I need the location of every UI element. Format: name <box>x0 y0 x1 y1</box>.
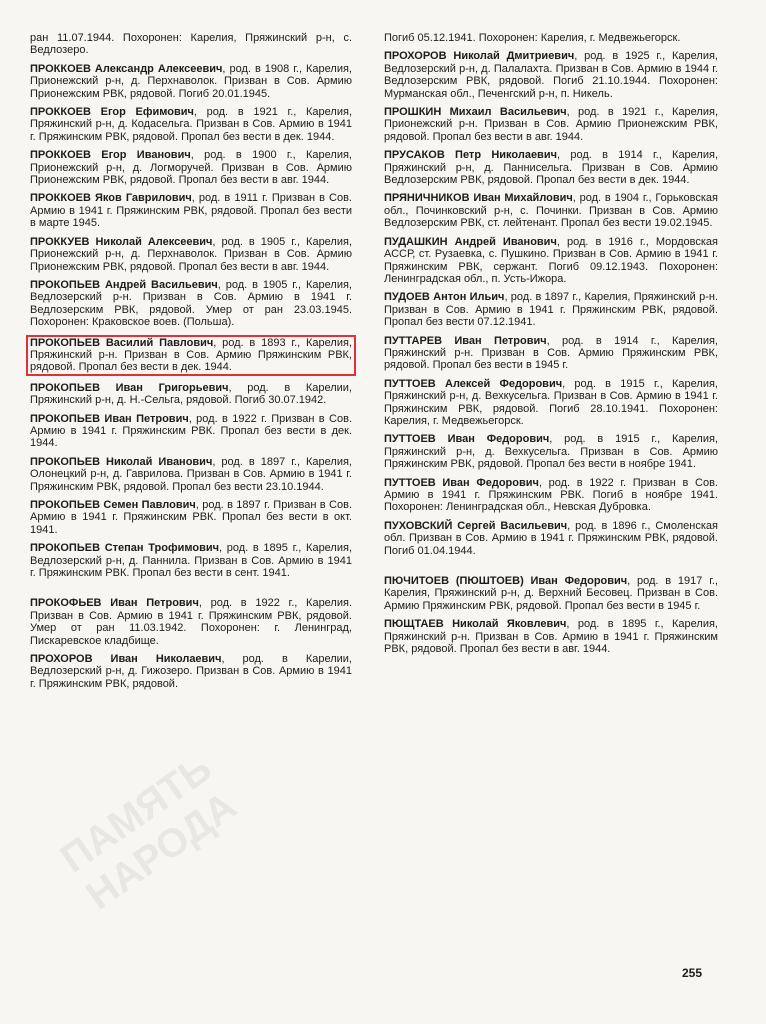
entry-name: ПУТТОЕВ Алексей Федорович <box>384 377 563 390</box>
entry <box>384 50 718 100</box>
entry-text: , род. в 1917 г., Карелия, Пряжинский р-н, д. Верхний Бесовец. Призван в Сов. Армию Пряжинским РВК, рядовой. Пропал без вести в 1945 г. <box>384 575 718 612</box>
entry-text: , род. в 1900 г., Карелия, Прионежский р-н, д. Логморучей. Призван в Сов. Армию Прионежским РВК, рядовой. Пропал без вести в авг. 1944. <box>30 149 352 187</box>
entry-text: ран 11.07.1944. Похоронен: Карелия, Пряжинский р-н, с. Ведлозеро. <box>30 32 352 57</box>
entry-text: , род. в 1921 г., Карелия, Пряжинский р-н, д. Кодасельга. Призван в Сов. Армию в 1941 г. Пряжинским РВК, рядовой. Пропал без вести в дек. 1944. <box>30 106 352 143</box>
entry-name: ПРОКОПЬЕВ Иван Григорьевич <box>30 381 229 394</box>
entry <box>30 456 352 493</box>
entry-name: ПРОККОЕВ Александр Алексеевич <box>30 62 223 75</box>
entry-text: , род. в 1922 г. Призван в Сов. Армию в 1941 г. Пряжинским РВК. Пропал без вести в дек. 1944. <box>30 412 353 450</box>
entry <box>384 520 718 557</box>
entry-text: , род. в 1895 г., Карелия, Пряжинский р-н. Призван в Сов. Армию в 1941 г. Пряжинским РВК, рядовой. Пропал без вести в авг. 1944. <box>384 618 718 656</box>
entry-name: ПРОККОЕВ Егор Ефимович <box>30 106 194 119</box>
entry-name: ПРОКОПЬЕВ Степан Трофимович <box>30 542 219 555</box>
entry-text: , род. в 1905 г., Карелия, Прионежский р-н, д. Перхнаволок. Призван в Сов. Армию Прионежским РВК, рядовой. Пропал без вести в авг. 1944. <box>30 235 353 273</box>
entry <box>30 192 352 229</box>
entry-name: ПРЯНИЧНИКОВ Иван Михайлович <box>384 192 573 205</box>
entry-name: ПУТТОЕВ Иван Федорович <box>384 476 539 489</box>
entry-text: , род. в 1896 г., Смоленская обл. Призван в Сов. Армию в 1941 г. Пряжинским РВК, рядовой. Погиб 01.04.1944. <box>384 519 718 557</box>
entry-name: ПУДАШКИН Андрей Иванович <box>384 235 557 248</box>
entry-name: ПРОККУЕВ Николай Алексеевич <box>30 235 213 248</box>
entry-name: ПРОКОПЬЕВ Иван Петрович <box>30 412 189 425</box>
entry-text: , род. в 1904 г., Горьковская обл., Починковский р-н, с. Починки. Призван в Сов. Армию Ведлозерским РВК, ст. лейтенант. Пропал без вести 19.02.1945. <box>384 192 718 230</box>
entry-text: , род. в 1925 г., Карелия, Ведлозерский р-н, д. Палалахта. Призван в Сов. Армию в 1944 г. Ведлозерским РВК, рядовой. Погиб 21.10.1944. Похоронен: Мурманская обл., Печенгский р-н, п. Никель. <box>384 50 718 100</box>
entry-name: ПРОХОРОВ Иван Николаевич <box>30 653 222 666</box>
entry-text: , род. в 1922 г. Призван в Сов. Армию в 1941 г. Пряжинским РВК. Погиб в ноябре 1941. Похоронен: Ленинградская обл., Невская Дубровка. <box>384 476 718 514</box>
entry-name: ПРОШКИН Михаил Васильевич <box>384 106 567 119</box>
entry-text: , род. в 1905 г., Карелия, Ведлозерский р-н. Призван в Сов. Армию в 1941 г. Ведлозерским РВК, рядовой. Умер от ран 23.03.1945. Похоронен: Краковское воев. (Польша). <box>30 278 352 329</box>
entry <box>30 106 352 143</box>
entry-name: ПРОХОРОВ Николай Дмитриевич <box>384 50 575 63</box>
entry-name: ПЮЧИТОЕВ (ПЮШТОЕВ) Иван Федорович <box>384 575 628 588</box>
entry-text: Погиб 05.12.1941. Похоронен: Карелия, г. Медвежьегорск. <box>384 32 681 44</box>
entry-text: , род. в 1914 г., Карелия, Пряжинский р-н, д. Паннисельга. Призван в Сов. Армию Ведлозерским РВК, рядовой. Пропал без вести в дек. 1944. <box>384 149 719 187</box>
entry-text: , род. в 1908 г., Карелия, Прионежский р-н, д. Перхнаволок. Призван в Сов. Армию Прионежским РВК, рядовой. Погиб 20.01.1945. <box>30 62 352 100</box>
entry-text: , род. в Карелии, Ведлозерский р-н, д. Гижозеро. Призван в Сов. Армию в 1941 г. Пряжинским РВК, рядовой. <box>30 653 352 690</box>
entry <box>384 378 718 428</box>
entry-name: ПРОККОЕВ Яков Гаврилович <box>30 192 192 205</box>
entry-text: , род. в 1897 г., Карелия, Олонецкий р-н, д. Гаврилова. Призван в Сов. Армию в 1941 г. Пряжинским РВК, рядовой. Пропал без вести 23.10.1944. <box>30 455 352 493</box>
entry-name: ПРУСАКОВ Петр Николаевич <box>384 149 557 162</box>
entry-name: ПРОКОПЬЕВ Андрей Васильевич <box>30 278 218 291</box>
entry <box>30 542 352 579</box>
entry-text: , род. в 1922 г., Карелия. Призван в Сов. Армию в 1941 г. Пряжинским РВК, рядовой. Умер от ран 11.03.1942. Похоронен: г. Ленинград, Пискаревское кладбище. <box>30 597 353 647</box>
entry <box>384 618 718 655</box>
entry <box>384 291 718 328</box>
entry <box>30 63 352 100</box>
entry-text: , род. в 1915 г., Карелия, Пряжинский р-н, д. Вехкусельга. Призван в Сов. Армию в 1941 г. Пряжинским РВК, рядовой. Погиб 28.10.1941. Похоронен: Карелия, г. Медвежьегорск. <box>384 377 718 427</box>
entry-name: ПРОККОЕВ Егор Иванович <box>30 149 191 162</box>
page-number: 255 <box>682 966 703 980</box>
entry <box>30 499 352 536</box>
entry-text: , род. в 1911 г. Призван в Сов. Армию в 1941 г. Пряжинским РВК, рядовой. Пропал без вести в марте 1945. <box>30 192 352 230</box>
entry-name: ПУТТОЕВ Иван Федорович <box>384 433 550 446</box>
entry <box>384 477 718 514</box>
entry <box>384 192 718 229</box>
entry-name: ПЮЩТАЕВ Николай Яковлевич <box>384 618 567 631</box>
entry <box>30 236 352 273</box>
entry-continuation <box>30 32 352 57</box>
entry <box>384 575 718 612</box>
entry-text: , род. в 1897 г., Карелия, Пряжинский р-н. Призван в Сов. Армию в 1941 г. Пряжинским РВК, рядовой. Пропал без вести 07.12.1941. <box>384 291 718 329</box>
entry <box>30 382 352 407</box>
entry-text: , род. в 1921 г., Карелия, Прионежский р-н. Призван в Сов. Армию Прионежским РВК, рядовой. Пропал без вести в авг. 1944. <box>384 106 719 143</box>
entry <box>30 149 352 186</box>
entry <box>384 149 718 186</box>
watermark: ПАМЯТЬ НАРОДА <box>52 746 245 919</box>
entry-name: ПУДОЕВ Антон Ильич <box>384 291 505 304</box>
entry <box>30 653 352 690</box>
entry-text: , род. в 1897 г. Призван в Сов. Армию в 1941 г. Пряжинским РВК. Пропал без вести в окт. 1941. <box>30 499 353 536</box>
entry <box>384 236 718 286</box>
entry-name: ПУХОВСКИЙ Сергей Васильевич <box>384 519 568 532</box>
entry-text: , род. в Карелии, Пряжинский р-н, д. Н.-Сельга, рядовой. Погиб 30.07.1942. <box>30 381 352 407</box>
entry-text: , род. в 1916 г., Мордовская АССР, ст. Рузаевка, с. Пушкино. Призван в Сов. Армию в 1941 г. Пряжинским РВК, сержант. Погиб 09.12.1943. Похоронен: Ленинградская обл., п. Усть-Ижора. <box>384 235 718 285</box>
entry-text: , род. в 1895 г., Карелия, Ведлозерский р-н, д. Паннила. Призван в Сов. Армию в 1941 г. Пряжинским РВК. Пропал без вести в сент. 1941. <box>30 542 353 580</box>
entry-continuation <box>384 32 718 44</box>
right-column <box>384 32 718 661</box>
entry-text: , род. в 1915 г., Карелия, Пряжинский р-н, д. Вехкусельга. Призван в Сов. Армию Пряжинским РВК, рядовой. Пропал без вести в ноябре 1941. <box>384 433 718 471</box>
entry-text: , род. в 1893 г., Карелия, Пряжинский р-н. Призван в Сов. Армию Пряжинским РВК, рядовой. Пропал без вести в дек. 1944. <box>30 336 352 374</box>
entry <box>30 597 352 647</box>
entry-name: ПРОКОПЬЕВ Семен Павлович <box>30 499 196 511</box>
entry-text: , род. в 1914 г., Карелия, Пряжинский р-н. Призван в Сов. Армию Пряжинским РВК, рядовой. Пропал без вести в 1945 г. <box>384 334 718 372</box>
entry <box>30 413 352 450</box>
entry-name: ПРОКОФЬЕВ Иван Петрович <box>30 597 199 610</box>
left-column <box>30 32 352 696</box>
highlighted-entry <box>26 335 356 376</box>
entry-name: ПРОКОПЬЕВ Николай Иванович <box>30 455 213 468</box>
entry-name: ПРОКОПЬЕВ Василий Павлович <box>30 336 214 349</box>
entry <box>384 335 718 372</box>
entry <box>384 106 718 143</box>
entry <box>30 279 352 329</box>
entry-name: ПУТТАРЕВ Иван Петрович <box>384 334 547 347</box>
entry <box>384 433 718 470</box>
